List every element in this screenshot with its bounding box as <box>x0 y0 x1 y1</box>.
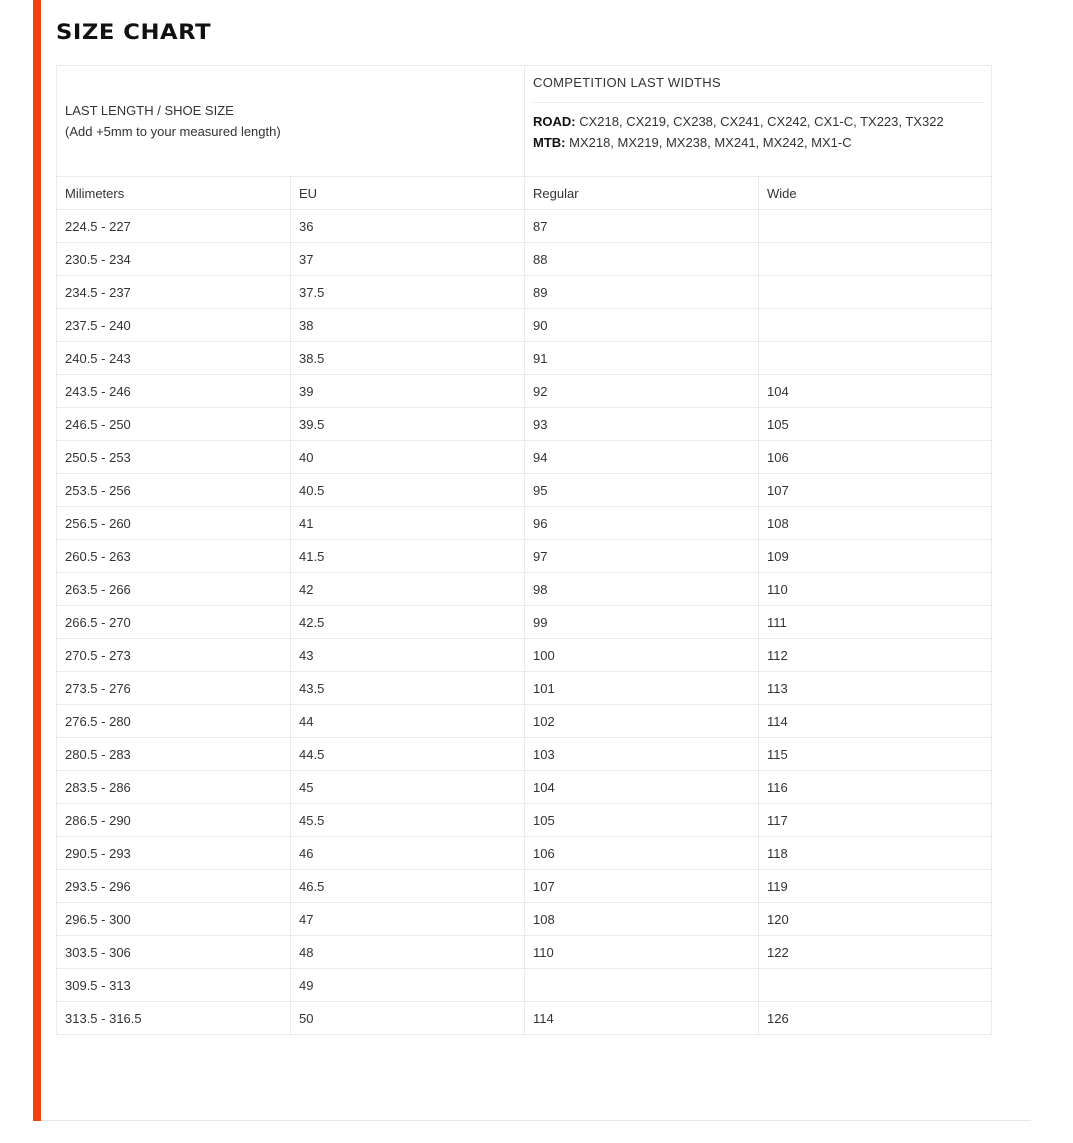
regular-width-cell: 106 <box>525 837 759 870</box>
table-row <box>57 540 992 573</box>
eu-size-cell: 41 <box>291 507 525 540</box>
regular-width-cell: 100 <box>525 639 759 672</box>
table-row <box>57 1002 992 1035</box>
regular-width-cell: 108 <box>525 903 759 936</box>
millimeters-cell: 280.5 - 283 <box>57 738 291 771</box>
road-models-line <box>533 111 983 132</box>
regular-width-cell: 97 <box>525 540 759 573</box>
millimeters-cell: 286.5 - 290 <box>57 804 291 837</box>
table-row <box>57 573 992 606</box>
millimeters-cell: 224.5 - 227 <box>57 210 291 243</box>
eu-size-cell: 40.5 <box>291 474 525 507</box>
table-row <box>57 408 992 441</box>
regular-width-cell: 88 <box>525 243 759 276</box>
wide-width-cell <box>759 243 992 276</box>
road-models: CX218, CX219, CX238, CX241, CX242, CX1-C, TX223, TX322 <box>575 114 944 129</box>
eu-size-cell: 41.5 <box>291 540 525 573</box>
eu-size-cell: 45.5 <box>291 804 525 837</box>
size-chart-table <box>56 65 992 1035</box>
regular-width-cell: 102 <box>525 705 759 738</box>
wide-width-cell: 112 <box>759 639 992 672</box>
millimeters-cell: 263.5 - 266 <box>57 573 291 606</box>
table-row <box>57 969 992 1002</box>
millimeters-cell: 266.5 - 270 <box>57 606 291 639</box>
wide-width-cell: 110 <box>759 573 992 606</box>
eu-size-cell: 42.5 <box>291 606 525 639</box>
table-row <box>57 903 992 936</box>
table-row <box>57 276 992 309</box>
regular-width-cell: 110 <box>525 936 759 969</box>
millimeters-cell: 250.5 - 253 <box>57 441 291 474</box>
eu-size-cell: 39.5 <box>291 408 525 441</box>
eu-size-cell: 36 <box>291 210 525 243</box>
wide-width-cell: 118 <box>759 837 992 870</box>
eu-size-cell: 38.5 <box>291 342 525 375</box>
regular-width-cell: 99 <box>525 606 759 639</box>
millimeters-cell: 273.5 - 276 <box>57 672 291 705</box>
regular-width-cell <box>525 969 759 1002</box>
table-row <box>57 507 992 540</box>
table-row <box>57 309 992 342</box>
last-length-note: (Add +5mm to your measured length) <box>65 124 281 139</box>
last-widths-title: COMPETITION LAST WIDTHS <box>533 75 983 103</box>
wide-width-cell: 105 <box>759 408 992 441</box>
wide-width-cell: 108 <box>759 507 992 540</box>
wide-width-cell: 122 <box>759 936 992 969</box>
eu-size-cell: 46 <box>291 837 525 870</box>
table-header-row <box>57 66 992 177</box>
table-row <box>57 210 992 243</box>
wide-width-cell <box>759 210 992 243</box>
millimeters-cell: 246.5 - 250 <box>57 408 291 441</box>
millimeters-cell: 270.5 - 273 <box>57 639 291 672</box>
road-prefix: ROAD: <box>533 114 576 129</box>
table-row <box>57 375 992 408</box>
regular-width-cell: 94 <box>525 441 759 474</box>
wide-width-cell <box>759 969 992 1002</box>
millimeters-cell: 260.5 - 263 <box>57 540 291 573</box>
millimeters-cell: 303.5 - 306 <box>57 936 291 969</box>
wide-width-cell: 115 <box>759 738 992 771</box>
eu-size-cell: 43 <box>291 639 525 672</box>
wide-width-cell: 107 <box>759 474 992 507</box>
millimeters-cell: 234.5 - 237 <box>57 276 291 309</box>
table-row <box>57 738 992 771</box>
column-header-regular: Regular <box>525 177 759 210</box>
wide-width-cell: 117 <box>759 804 992 837</box>
regular-width-cell: 92 <box>525 375 759 408</box>
eu-size-cell: 38 <box>291 309 525 342</box>
column-header-eu: EU <box>291 177 525 210</box>
regular-width-cell: 107 <box>525 870 759 903</box>
bottom-divider <box>41 1120 1031 1121</box>
eu-size-cell: 45 <box>291 771 525 804</box>
table-row <box>57 705 992 738</box>
millimeters-cell: 237.5 - 240 <box>57 309 291 342</box>
mtb-models-line <box>533 132 983 153</box>
wide-width-cell: 120 <box>759 903 992 936</box>
table-row <box>57 342 992 375</box>
millimeters-cell: 283.5 - 286 <box>57 771 291 804</box>
regular-width-cell: 114 <box>525 1002 759 1035</box>
eu-size-cell: 46.5 <box>291 870 525 903</box>
mtb-prefix: MTB: <box>533 135 566 150</box>
table-row <box>57 936 992 969</box>
regular-width-cell: 89 <box>525 276 759 309</box>
wide-width-cell: 111 <box>759 606 992 639</box>
table-row <box>57 672 992 705</box>
column-header-wide: Wide <box>759 177 992 210</box>
table-row <box>57 837 992 870</box>
regular-width-cell: 93 <box>525 408 759 441</box>
regular-width-cell: 90 <box>525 309 759 342</box>
eu-size-cell: 49 <box>291 969 525 1002</box>
millimeters-cell: 243.5 - 246 <box>57 375 291 408</box>
regular-width-cell: 91 <box>525 342 759 375</box>
wide-width-cell: 116 <box>759 771 992 804</box>
millimeters-cell: 240.5 - 243 <box>57 342 291 375</box>
eu-size-cell: 47 <box>291 903 525 936</box>
table-row <box>57 771 992 804</box>
millimeters-cell: 296.5 - 300 <box>57 903 291 936</box>
wide-width-cell: 126 <box>759 1002 992 1035</box>
table-row <box>57 804 992 837</box>
table-row <box>57 606 992 639</box>
eu-size-cell: 50 <box>291 1002 525 1035</box>
eu-size-cell: 42 <box>291 573 525 606</box>
millimeters-cell: 290.5 - 293 <box>57 837 291 870</box>
regular-width-cell: 105 <box>525 804 759 837</box>
wide-width-cell: 114 <box>759 705 992 738</box>
regular-width-cell: 101 <box>525 672 759 705</box>
eu-size-cell: 44 <box>291 705 525 738</box>
regular-width-cell: 96 <box>525 507 759 540</box>
eu-size-cell: 37.5 <box>291 276 525 309</box>
accent-bar <box>33 0 41 1121</box>
table-row <box>57 243 992 276</box>
wide-width-cell: 109 <box>759 540 992 573</box>
wide-width-cell <box>759 276 992 309</box>
millimeters-cell: 309.5 - 313 <box>57 969 291 1002</box>
table-row <box>57 474 992 507</box>
eu-size-cell: 37 <box>291 243 525 276</box>
wide-width-cell: 119 <box>759 870 992 903</box>
table-row <box>57 639 992 672</box>
regular-width-cell: 87 <box>525 210 759 243</box>
wide-width-cell <box>759 342 992 375</box>
regular-width-cell: 98 <box>525 573 759 606</box>
regular-width-cell: 103 <box>525 738 759 771</box>
wide-width-cell: 104 <box>759 375 992 408</box>
column-header-millimeters: Milimeters <box>57 177 291 210</box>
column-header-row <box>57 177 992 210</box>
eu-size-cell: 48 <box>291 936 525 969</box>
millimeters-cell: 313.5 - 316.5 <box>57 1002 291 1035</box>
millimeters-cell: 293.5 - 296 <box>57 870 291 903</box>
wide-width-cell: 113 <box>759 672 992 705</box>
mtb-models: MX218, MX219, MX238, MX241, MX242, MX1-C <box>565 135 852 150</box>
page-title: SIZE CHART <box>56 20 212 44</box>
eu-size-cell: 44.5 <box>291 738 525 771</box>
last-length-title: LAST LENGTH / SHOE SIZE <box>65 103 234 118</box>
eu-size-cell: 43.5 <box>291 672 525 705</box>
table-row <box>57 441 992 474</box>
wide-width-cell: 106 <box>759 441 992 474</box>
last-length-header <box>57 66 525 177</box>
last-widths-header <box>525 66 992 177</box>
millimeters-cell: 230.5 - 234 <box>57 243 291 276</box>
regular-width-cell: 95 <box>525 474 759 507</box>
millimeters-cell: 253.5 - 256 <box>57 474 291 507</box>
millimeters-cell: 256.5 - 260 <box>57 507 291 540</box>
regular-width-cell: 104 <box>525 771 759 804</box>
table-row <box>57 870 992 903</box>
eu-size-cell: 40 <box>291 441 525 474</box>
eu-size-cell: 39 <box>291 375 525 408</box>
wide-width-cell <box>759 309 992 342</box>
millimeters-cell: 276.5 - 280 <box>57 705 291 738</box>
